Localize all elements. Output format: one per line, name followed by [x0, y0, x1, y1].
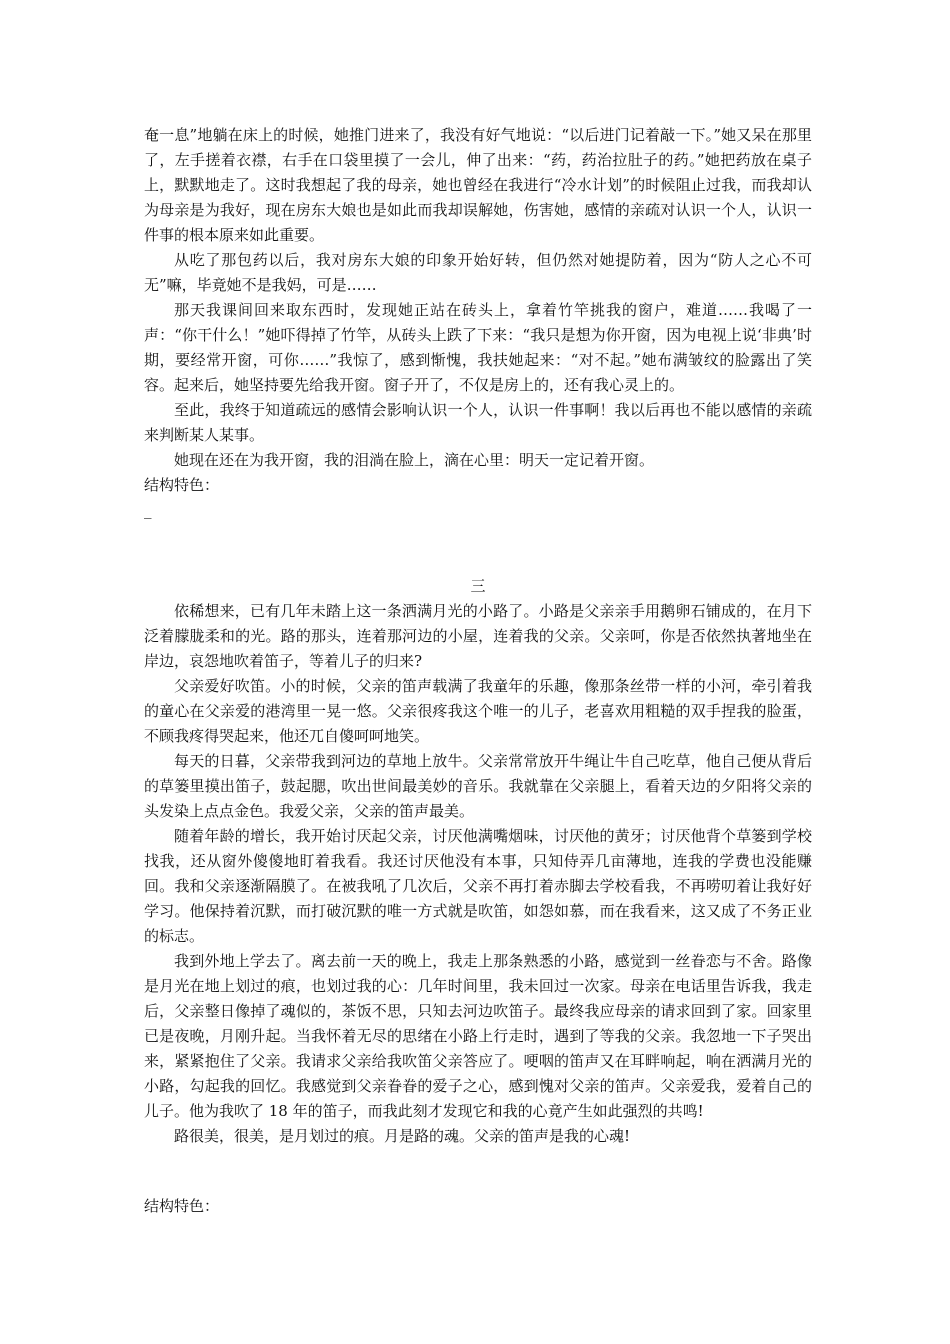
section-one	[144, 123, 812, 523]
section-number: 三	[470, 577, 486, 595]
paragraph: 每天的日暮，父亲带我到河边的草地上放牛。父亲常常放开牛绳让牛自己吃草，他自己便从背后的草篓里摸出笛子，鼓起腮，吹出世间最美妙的音乐。我就靠在父亲腿上，看着天边的夕阳将父亲的头发染上点点金色。我爱父亲，父亲的笛声最美。	[144, 752, 812, 820]
answer-blank: _	[144, 501, 152, 519]
paragraph: 依稀想来，已有几年未踏上这一条洒满月光的小路了。小路是父亲亲手用鹅卵石铺成的，在月下泛着朦胧柔和的光。路的那头，连着那河边的小屋，连着我的父亲。父亲呵，你是否依然执著地坐在岸边，哀怨地吹着笛子，等着儿子的归来?	[144, 602, 812, 670]
structure-feature-label: 结构特色：	[144, 476, 220, 494]
paragraph: 她现在还在为我开窗，我的泪淌在脸上，滴在心里：明天一定记着开窗。	[174, 451, 655, 469]
paragraph: 路很美，很美，是月划过的痕。月是路的魂。父亲的笛声是我的心魂!	[174, 1127, 631, 1145]
paragraph: 我到外地上学去了。离去前一天的晚上，我走上那条熟悉的小路，感觉到一丝眷恋与不舍。路像是月光在地上划过的痕，也划过我的心：几年时间里，我未回过一次家。母亲在电话里告诉我，我走后，父亲整日像掉了魂似的，茶饭不思，只知去河边吹笛子。最终我应母亲的请求回到了家。回家里已是夜晚，月刚升起。当我怀着无尽的思绪在小路上行走时，遇到了等我的父亲。我忽地一下子哭出来，紧紧抱住了父亲。我请求父亲给我吹笛父亲答应了。哽咽的笛声又在耳畔响起，响在洒满月光的小路，勾起我的回忆。我感觉到父亲眷眷的爱子之心，感到愧对父亲的笛声。父亲爱我，爱着自己的儿子。他为我吹了 18 年的笛子，而我此刻才发现它和我的心竟产生如此强烈的共鸣!	[144, 952, 812, 1120]
paragraph: 随着年龄的增长，我开始讨厌起父亲，讨厌他满嘴烟味，讨厌他的黄牙；讨厌他背个草篓到学校找我，还从窗外傻傻地盯着我看。我还讨厌他没有本事，只知侍弄几亩薄地，连我的学费也没能赚回。我和父亲逐渐隔膜了。在被我吼了几次后，父亲不再打着赤脚去学校看我，不再唠叨着让我好好学习。他保持着沉默，而打破沉默的唯一方式就是吹笛，如怨如慕，而在我看来，这又成了不务正业的标志。	[144, 827, 812, 945]
section-three	[144, 574, 812, 1149]
paragraph: 父亲爱好吹笛。小的时候，父亲的笛声载满了我童年的乐趣，像那条丝带一样的小河，牵引着我的童心在父亲爱的港湾里一晃一悠。父亲很疼我这个唯一的儿子，老喜欢用粗糙的双手捏我的脸蛋，不顾我疼得哭起来，他还兀自傻呵呵地笑。	[144, 677, 812, 745]
paragraph-continuation: 奄一息”地躺在床上的时候，她推门进来了，我没有好气地说：“以后进门记着敲一下。”她又呆在那里了，左手搓着衣襟，右手在口袋里摸了一会儿，伸了出来：“药，药治拉肚子的药。”她把药放在桌子上，默默地走了。这时我想起了我的母亲，她也曾经在我进行“冷水计划”的时候阻止过我，而我却认为母亲是为我好，现在房东大娘也是如此而我却误解她，伤害她，感情的亲疏对认识一个人，认识一件事的根本原来如此重要。	[144, 126, 812, 244]
paragraph: 至此，我终于知道疏远的感情会影响认识一个人，认识一件事啊！我以后再也不能以感情的亲疏来判断某人某事。	[144, 401, 812, 444]
section-three-footer	[144, 1194, 812, 1219]
structure-feature-label: 结构特色：	[144, 1197, 220, 1215]
paragraph: 那天我课间回来取东西时，发现她正站在砖头上，拿着竹竿挑我的窗户，难道……我喝了一声：“你干什么！”她吓得掉了竹竿，从砖头上跌了下来：“我只是想为你开窗，因为电视上说‘非典’时期，要经常开窗，可你……”我惊了，感到惭愧，我扶她起来：“对不起。”她布满皱纹的脸露出了笑容。起来后，她坚持要先给我开窗。窗子开了，不仅是房上的，还有我心灵上的。	[144, 301, 812, 394]
paragraph: 从吃了那包药以后，我对房东大娘的印象开始好转，但仍然对她提防着，因为“防人之心不可无”嘛，毕竟她不是我妈，可是……	[144, 251, 812, 294]
